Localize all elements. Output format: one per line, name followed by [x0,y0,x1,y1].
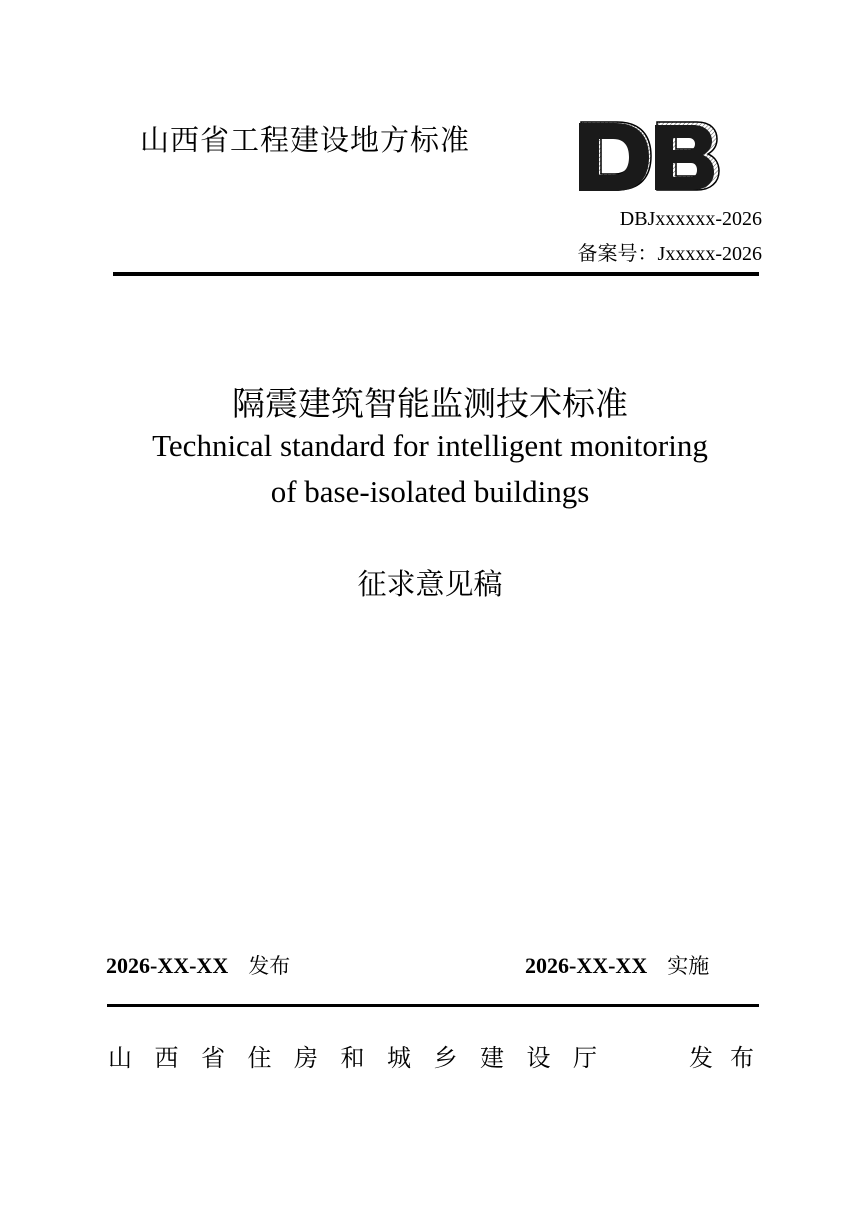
footer-issue-word: 发布 [689,1044,771,1072]
title-english-line-2: of base-isolated buildings [270,474,590,509]
top-divider [113,272,759,276]
db-logo-letter-b [655,122,719,190]
record-number: 备案号：Jxxxxx-2026 [577,243,762,265]
header-org-title: 山西省工程建设地方标准 [140,123,471,157]
implement-date-block [525,950,709,980]
draft-label: 征求意见稿 [357,567,503,601]
bottom-divider [107,1004,759,1007]
title-english-line-1: Technical standard for intelligent monitoring [152,428,708,463]
db-logo [575,118,720,193]
db-logo-letter-d [579,122,651,191]
issuing-department: 山西省住房和城乡建设厅 [108,1044,620,1072]
issue-date-block [106,950,290,980]
issue-word: 发布 [248,954,291,978]
implement-word: 实施 [667,954,710,978]
issue-date: 2026-XX-XX [106,953,229,978]
title-chinese: 隔震建筑智能监测技术标准 [232,384,628,423]
standard-code: DBJxxxxxx-2026 [619,208,762,230]
implement-date: 2026-XX-XX [525,953,648,978]
